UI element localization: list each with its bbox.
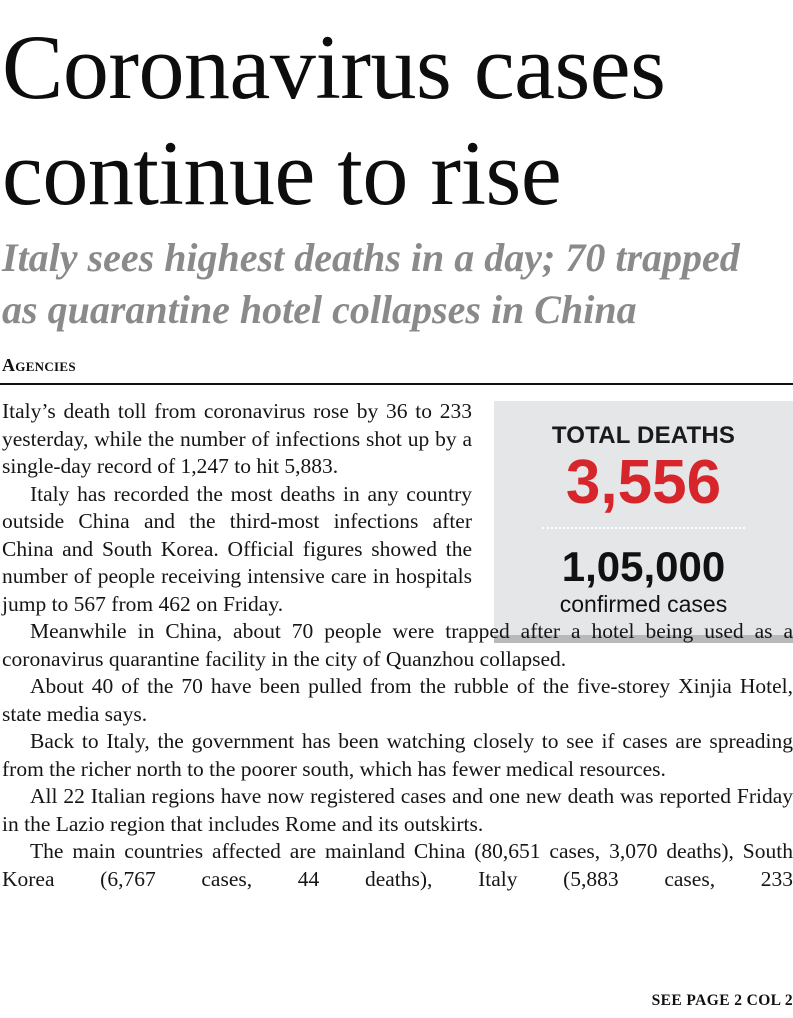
paragraph: About 40 of the 70 have been pulled from the rubble of the five-storey Xinjia Hotel, state media says.: [2, 674, 793, 726]
continued-jump-line: SEE PAGE 2 COL 2: [651, 992, 793, 1009]
confirmed-cases-label: confirmed cases: [559, 591, 728, 617]
headline-line-2: continue to rise: [2, 122, 562, 224]
paragraph: The main countries affected are mainland China (80,651 cases, 3,070 deaths), South Korea (6,767 cases, 44 deaths), Italy (5,883 cases, 233: [2, 839, 793, 891]
subheadline-line-2: as quarantine hotel collapses in China: [2, 287, 637, 332]
subheadline: [2, 232, 740, 336]
paragraph: Back to Italy, the government has been watching closely to see if cases are spreading from the richer north to the poorer south, which has fewer medical resources.: [2, 729, 793, 781]
article-body: [2, 398, 793, 893]
headline-line-1: Coronavirus cases: [2, 16, 666, 118]
subheadline-line-1: Italy sees highest deaths in a day; 70 trapped: [2, 235, 740, 280]
paragraph: All 22 Italian regions have now registered cases and one new death was reported Friday in the Lazio region that includes Rome and its outskirts.: [2, 784, 793, 836]
byline: Agencies: [2, 355, 76, 375]
total-deaths-value: 3,556: [565, 448, 722, 517]
total-deaths-label: TOTAL DEATHS: [551, 422, 736, 449]
byline-rule: [0, 383, 793, 385]
paragraph: Meanwhile in China, about 70 people were trapped after a hotel being used as a coronavirus quarantine facility in the city of Quanzhou collapsed.: [2, 619, 793, 671]
paragraph: Italy has recorded the most deaths in any country outside China and the third-most infections after China and South Korea. Official figures showed the number of people receiving intensive care in hospitals jump to 567 from 462 on Friday.: [2, 481, 472, 616]
headline: [2, 14, 665, 226]
confirmed-cases-value: 1,05,000: [561, 543, 726, 590]
paragraph: Italy’s death toll from coronavirus rose by 36 to 233 yesterday, while the number of infections shot up by a single-day record of 1,247 to hit 5,883.: [2, 399, 472, 478]
